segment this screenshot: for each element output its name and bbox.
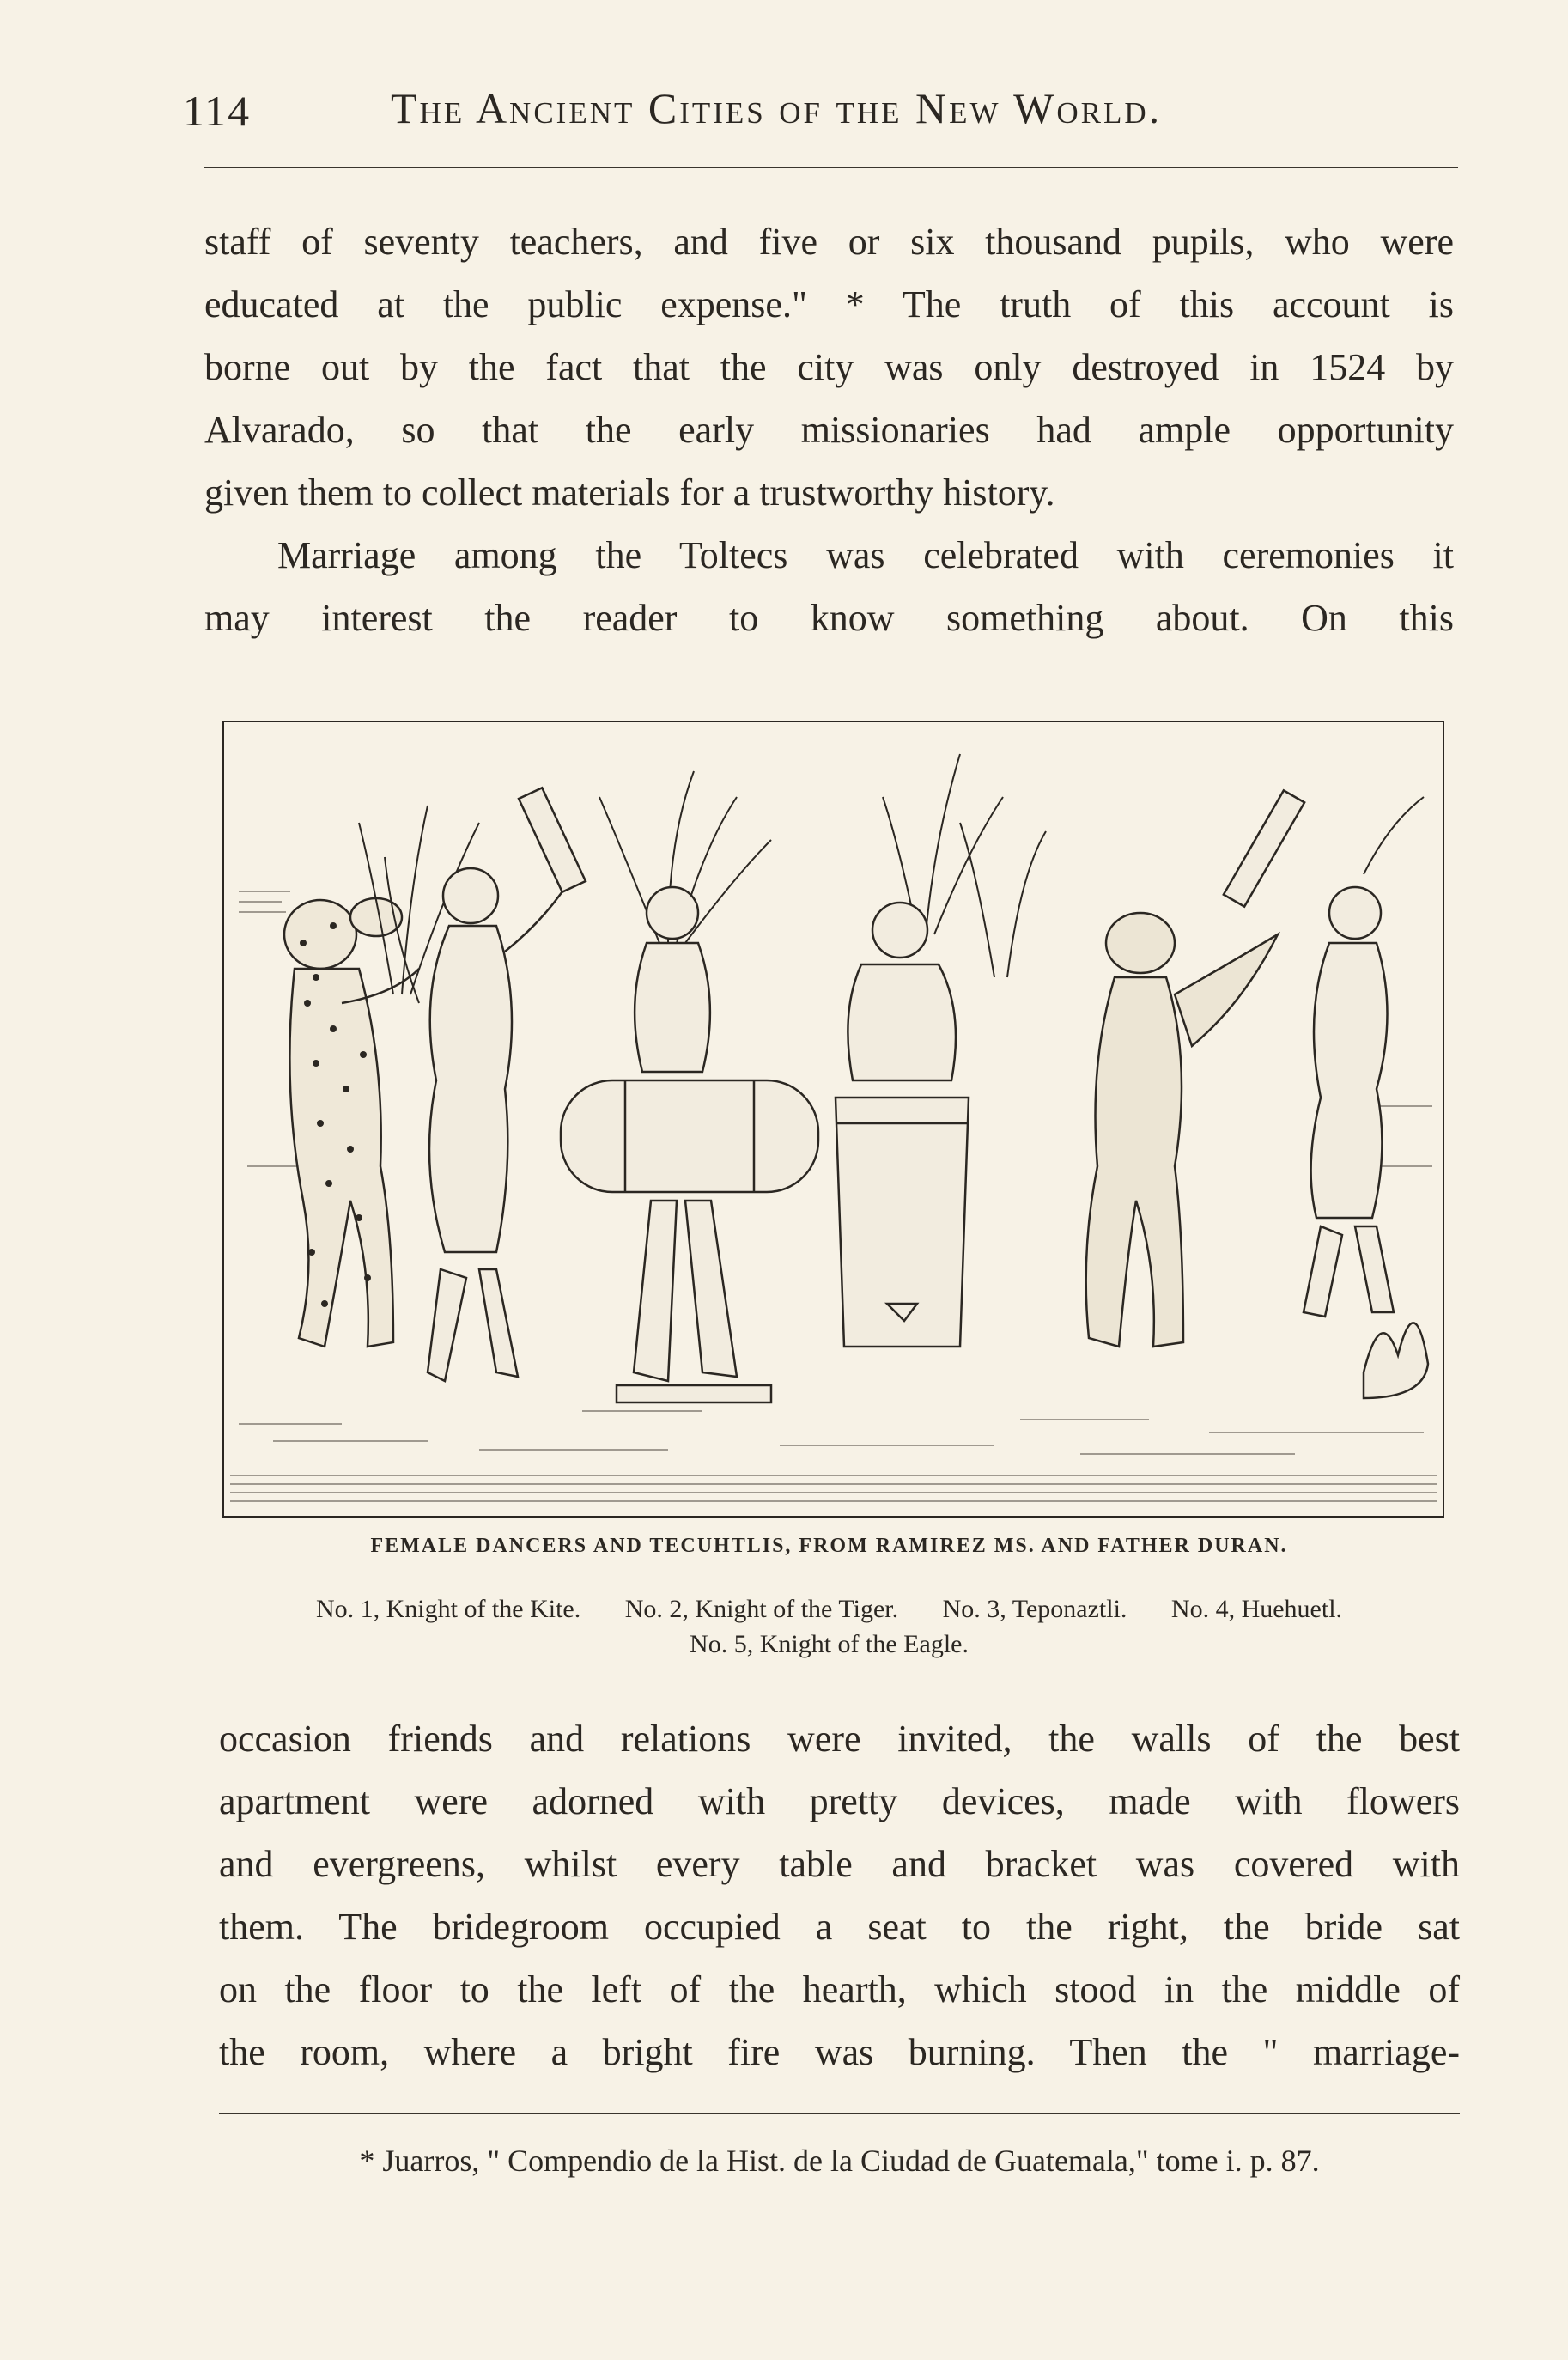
caption-item: No. 3, Teponaztli. bbox=[942, 1595, 1127, 1623]
text-line: Marriage among the Toltecs was celebrated with ceremonies it bbox=[277, 534, 1454, 576]
engraving-figure bbox=[222, 720, 1445, 1518]
footnote: * Juarros, " Compendio de la Hist. de la Ciudad de Guatemala," tome i. p. 87. bbox=[359, 2144, 1320, 2178]
footnote-rule bbox=[219, 2113, 1460, 2114]
text-line: on the floor to the left of the hearth, which stood in the middle of bbox=[219, 1968, 1460, 2010]
text-line: borne out by the fact that the city was only destroyed in 1524 by bbox=[204, 346, 1454, 388]
engraving-illustration bbox=[222, 720, 1445, 1518]
body-text-bottom bbox=[219, 1707, 1460, 2083]
text-line: apartment were adorned with pretty devices, made with flowers bbox=[219, 1780, 1460, 1822]
body-text-top bbox=[204, 210, 1454, 649]
text-line: may interest the reader to know something about. On this bbox=[204, 597, 1454, 639]
caption-item: No. 5, Knight of the Eagle. bbox=[690, 1630, 969, 1658]
caption-item: No. 4, Huehuetl. bbox=[1170, 1595, 1343, 1623]
text-line: given them to collect materials for a trustworthy history. bbox=[204, 471, 1055, 514]
running-head: The Ancient Cities of the New World. bbox=[391, 84, 1163, 132]
caption-item: No. 2, Knight of the Tiger. bbox=[624, 1595, 899, 1623]
text-line: Alvarado, so that the early missionaries had ample opportunity bbox=[204, 409, 1454, 451]
figure-caption-title: FEMALE DANCERS AND TECUHTLIS, FROM RAMIREZ MS. AND FATHER DURAN. bbox=[370, 1535, 1288, 1557]
text-line: educated at the public expense." * The truth of this account is bbox=[204, 283, 1454, 325]
text-line: occasion friends and relations were invited, the walls of the best bbox=[219, 1718, 1460, 1760]
text-line: and evergreens, whilst every table and bracket was covered with bbox=[219, 1843, 1460, 1885]
figure-caption-line bbox=[204, 1630, 1454, 1659]
text-line: the room, where a bright fire was burning. Then the " marriage- bbox=[219, 2031, 1460, 2073]
caption-item: No. 1, Knight of the Kite. bbox=[315, 1595, 581, 1623]
header-rule bbox=[204, 167, 1458, 168]
figure-caption-line bbox=[204, 1595, 1454, 1624]
page-number: 114 bbox=[183, 87, 252, 135]
text-line: staff of seventy teachers, and five or six thousand pupils, who were bbox=[204, 221, 1454, 263]
text-line: them. The bridegroom occupied a seat to the right, the bride sat bbox=[219, 1906, 1460, 1948]
